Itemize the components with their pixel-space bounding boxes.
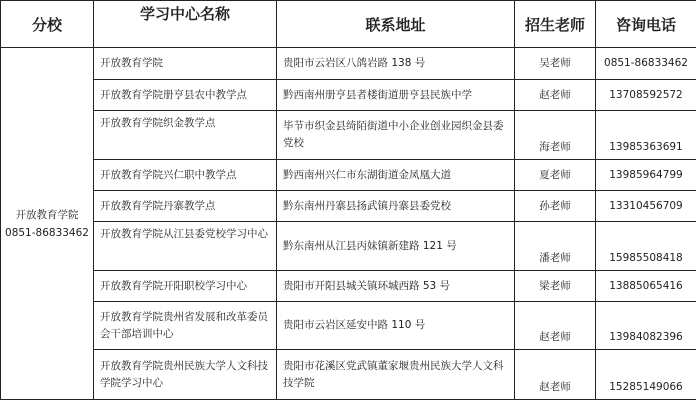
center-teacher: 海老师 xyxy=(515,111,596,160)
table-row xyxy=(1,191,696,222)
center-teacher: 赵老师 xyxy=(515,350,596,400)
center-teacher: 梁老师 xyxy=(515,271,596,302)
center-teacher: 吴老师 xyxy=(515,48,596,80)
center-phone: 13985964799 xyxy=(596,160,696,191)
center-teacher: 潘老师 xyxy=(515,222,596,271)
center-phone: 13310456709 xyxy=(596,191,696,222)
table-row xyxy=(1,160,696,191)
center-teacher: 赵老师 xyxy=(515,80,596,111)
center-name: 开放教育学院开阳职校学习中心 xyxy=(94,271,277,302)
center-address: 贵阳市花溪区党武镇董家堰贵州民族大学人文科技学院 xyxy=(277,350,515,400)
header-center-name: 学习中心名称 xyxy=(94,1,277,48)
center-phone: 15985508418 xyxy=(596,222,696,271)
center-phone: 13708592572 xyxy=(596,80,696,111)
center-name: 开放教育学院册亨县农中教学点 xyxy=(94,80,277,111)
center-name: 开放教育学院贵州省发展和改革委员会干部培训中心 xyxy=(94,302,277,350)
table-row xyxy=(1,111,696,160)
center-teacher: 赵老师 xyxy=(515,302,596,350)
center-name: 开放教育学院兴仁职中教学点 xyxy=(94,160,277,191)
center-address: 黔西南州兴仁市东湖街道金凤凰大道 xyxy=(277,160,515,191)
center-address: 黔西南州册亨县者楼街道册亨县民族中学 xyxy=(277,80,515,111)
branch-name: 开放教育学院 xyxy=(15,208,79,221)
center-phone: 13984082396 xyxy=(596,302,696,350)
center-address: 毕节市织金县绮陌街道中小企业创业园织金县委党校 xyxy=(277,111,515,160)
center-name: 开放教育学院贵州民族大学人文科技学院学习中心 xyxy=(94,350,277,400)
center-name: 开放教育学院织金教学点 xyxy=(94,111,277,160)
table-row xyxy=(1,80,696,111)
header-phone: 咨询电话 xyxy=(596,1,696,48)
center-teacher: 孙老师 xyxy=(515,191,596,222)
center-name: 开放教育学院 xyxy=(94,48,277,80)
table-row xyxy=(1,350,696,400)
center-name: 开放教育学院从江县委党校学习中心 xyxy=(94,222,277,271)
header-branch: 分校 xyxy=(1,1,94,48)
table-row xyxy=(1,302,696,350)
center-address: 黔东南州丹寨县扬武镇丹寨县委党校 xyxy=(277,191,515,222)
table-row xyxy=(1,222,696,271)
table-header-row xyxy=(1,1,696,48)
header-address: 联系地址 xyxy=(277,1,515,48)
center-name: 开放教育学院丹寨教学点 xyxy=(94,191,277,222)
table-row xyxy=(1,271,696,302)
center-address: 贵阳市开阳县城关镇环城西路 53 号 xyxy=(277,271,515,302)
header-teacher: 招生老师 xyxy=(515,1,596,48)
branch-phone: 0851-86833462 xyxy=(5,226,89,239)
center-phone: 13885065416 xyxy=(596,271,696,302)
branch-cell xyxy=(1,48,94,400)
table-row xyxy=(1,48,696,80)
center-phone: 13985363691 xyxy=(596,111,696,160)
center-address: 贵阳市云岩区八鸽岩路 138 号 xyxy=(277,48,515,80)
center-phone: 15285149066 xyxy=(596,350,696,400)
center-address: 黔东南州从江县丙妹镇新建路 121 号 xyxy=(277,222,515,271)
center-teacher: 夏老师 xyxy=(515,160,596,191)
center-phone: 0851-86833462 xyxy=(596,48,696,80)
center-address: 贵阳市云岩区延安中路 110 号 xyxy=(277,302,515,350)
